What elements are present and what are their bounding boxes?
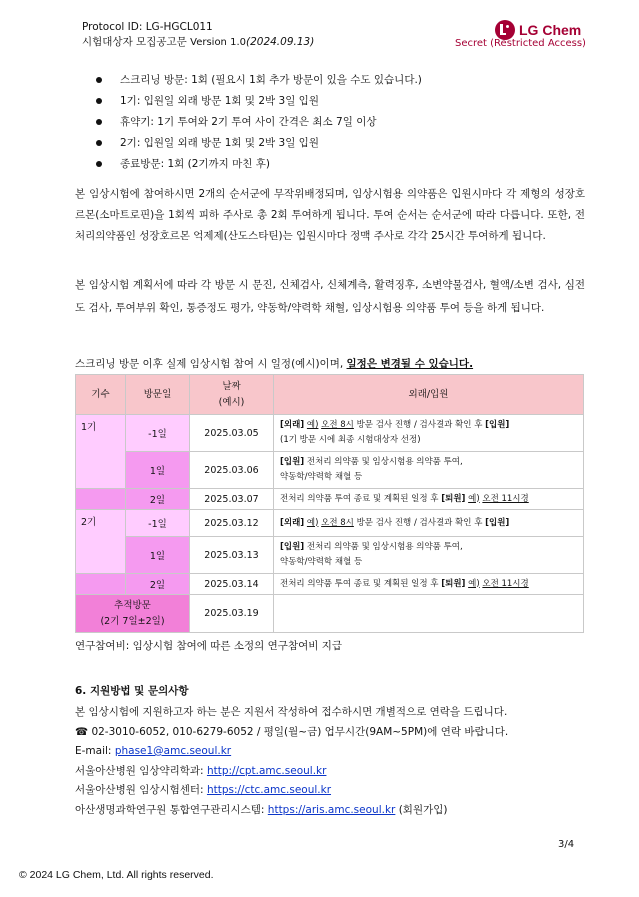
logo-text: LG Chem	[519, 22, 582, 38]
visit-description: [외래] 예) 오전 8시 방문 검사 진행 / 검사결과 확인 후 [입원]	[274, 510, 584, 537]
visit-day-cell: 1일	[126, 537, 190, 574]
aris-line: 아산생명과학연구원 통합연구관리시스템: https://aris.amc.seoul.kr (회원가입)	[75, 803, 448, 816]
schedule-intro-text: 스크리닝 방문 이후 실제 임상시험 참여 시 일정(예시)이며,	[75, 358, 344, 370]
application-intro: 본 임상시험에 지원하고자 하는 분은 지원서 작성하여 접수하시면 개별적으로 연락을 드립니다.	[75, 706, 508, 718]
contact-info	[75, 703, 508, 820]
schedule-intro	[75, 355, 585, 373]
date-cell: 2025.03.05	[190, 415, 274, 452]
visit-day-cell: 2일	[126, 489, 190, 510]
protocol-id: Protocol ID: LG-HGCL011	[82, 21, 213, 33]
cpt-link[interactable]: http://cpt.amc.seoul.kr	[206, 764, 327, 777]
document-header	[82, 20, 314, 50]
date-cell: 2025.03.14	[190, 574, 274, 595]
date-cell: 2025.03.12	[190, 510, 274, 537]
table-row	[76, 489, 584, 510]
visit-description	[274, 595, 584, 633]
phone-line: ☎ 02-3010-6052, 010-6279-6052 / 평일(월~금) 업무시간(9AM~5PM)에 연락 바랍니다.	[75, 725, 509, 738]
visit-day-cell: -1일	[126, 415, 190, 452]
visit-description: [입원] 전처리 의약품 및 임상시험용 의약품 투여, 약동학/약력학 채혈 등	[274, 452, 584, 489]
visit-day-cell: 2일	[126, 574, 190, 595]
copyright-footer: © 2024 LG Chem, Ltd. All rights reserved.	[19, 869, 214, 881]
visit-description: [외래] 예) 오전 8시 방문 검사 진행 / 검사결과 확인 후 [입원] (1기 방문 시에 최종 시험대상자 선정)	[274, 415, 584, 452]
randomization-paragraph: 본 임상시험에 참여하시면 2개의 순서군에 무작위배정되며, 임상시험용 의약품은 입원시마다 각 제형의 성장호르몬(소마트로핀)을 1회씩 피하 주사로 총 2회 투여하게 됩니다. 투여 순서는 순서군에 따라 다릅니다. 또한, 전처리의약품인 성장호르몬 억제제(산도스타틴)는 입원시마다 정맥 주사로 각각 25시간 투여하게 됩니다.	[75, 188, 585, 242]
table-row	[76, 510, 584, 537]
section-title: 6. 지원방법 및 문의사항	[75, 685, 189, 697]
compensation-note: 연구참여비: 임상시험 참여에 따른 소정의 연구참여비 지급	[75, 640, 342, 652]
version-label: Version 1.0	[190, 37, 246, 48]
aris-link[interactable]: https://aris.amc.seoul.kr	[267, 803, 396, 816]
lg-logo-icon	[495, 20, 515, 40]
date-cell: 2025.03.19	[190, 595, 274, 633]
secret-label: Secret (Restricted Access)	[455, 38, 586, 49]
telephone-icon: ☎	[75, 725, 89, 738]
bullet-item: 1기: 입원일 외래 방문 1회 및 2박 3일 입원	[96, 93, 422, 114]
procedures-paragraph: 본 임상시험 계획서에 따라 각 방문 시 문진, 신체검사, 신체계측, 활력징후, 소변약물검사, 혈액/소변 검사, 심전도 검사, 투여부위 확인, 통증정도 평가, 약동학/약력학 채혈, 임상시험용 의약품 투여 등을 하게 됩니다.	[75, 279, 585, 314]
period-cell: 1기	[76, 415, 126, 489]
period-cell: 2기	[76, 510, 126, 574]
date-cell: 2025.03.07	[190, 489, 274, 510]
bullet-item: 2기: 입원일 외래 방문 1회 및 2박 3일 입원	[96, 135, 422, 156]
period-cell	[76, 574, 126, 595]
table-row	[76, 537, 584, 574]
col-header-outpatient-inpatient: 외래/입원	[274, 375, 584, 415]
ctc-link[interactable]: https://ctc.amc.seoul.kr	[206, 784, 332, 796]
col-header-date: 날짜 (예시)	[190, 375, 274, 415]
date-cell: 2025.03.06	[190, 452, 274, 489]
bullet-item: 휴약기: 1기 투여와 2기 투여 사이 간격은 최소 7일 이상	[96, 114, 422, 135]
follow-up-visit-cell: 추적방문 (2기 7일±2일)	[76, 595, 190, 633]
page-number: 3/4	[558, 839, 575, 850]
version-date: (2024.09.13)	[245, 36, 315, 48]
table-row	[76, 452, 584, 489]
schedule-table	[75, 374, 584, 633]
ctc-line: 서울아산병원 임상시험센터: https://ctc.amc.seoul.kr	[75, 784, 332, 796]
table-row	[76, 574, 584, 595]
table-row	[76, 415, 584, 452]
col-header-visit-day: 방문일	[126, 375, 190, 415]
document-title-line	[82, 35, 314, 50]
visit-day-cell: -1일	[126, 510, 190, 537]
bullet-item: 종료방문: 1회 (2기까지 마친 후)	[96, 156, 422, 177]
email-link[interactable]: phase1@amc.seoul.kr	[114, 745, 232, 757]
table-header-row	[76, 375, 584, 415]
date-cell: 2025.03.13	[190, 537, 274, 574]
schedule-change-note: 일정은 변경될 수 있습니다.	[346, 358, 474, 370]
lg-chem-logo	[495, 20, 581, 40]
col-header-period: 기수	[76, 375, 126, 415]
visit-description: 전처리 의약품 투여 종료 및 계획된 일정 후 [퇴원] 예) 오전 11시경	[274, 574, 584, 595]
table-row	[76, 595, 584, 633]
visit-day-cell: 1일	[126, 452, 190, 489]
period-cell	[76, 489, 126, 510]
visit-description: 전처리 의약품 투여 종료 및 계획된 일정 후 [퇴원] 예) 오전 11시경	[274, 489, 584, 510]
visit-description: [입원] 전처리 의약품 및 임상시험용 의약품 투여, 약동학/약력학 채혈 등	[274, 537, 584, 574]
document-title: 시험대상자 모집공고문	[82, 36, 187, 48]
email-line: E-mail: phase1@amc.seoul.kr	[75, 745, 232, 757]
bullet-item: 스크리닝 방문: 1회 (필요시 1회 추가 방문이 있을 수도 있습니다.)	[96, 72, 422, 93]
cpt-line: 서울아산병원 임상약리학과: http://cpt.amc.seoul.kr	[75, 764, 327, 777]
visit-bullet-list	[96, 72, 422, 177]
